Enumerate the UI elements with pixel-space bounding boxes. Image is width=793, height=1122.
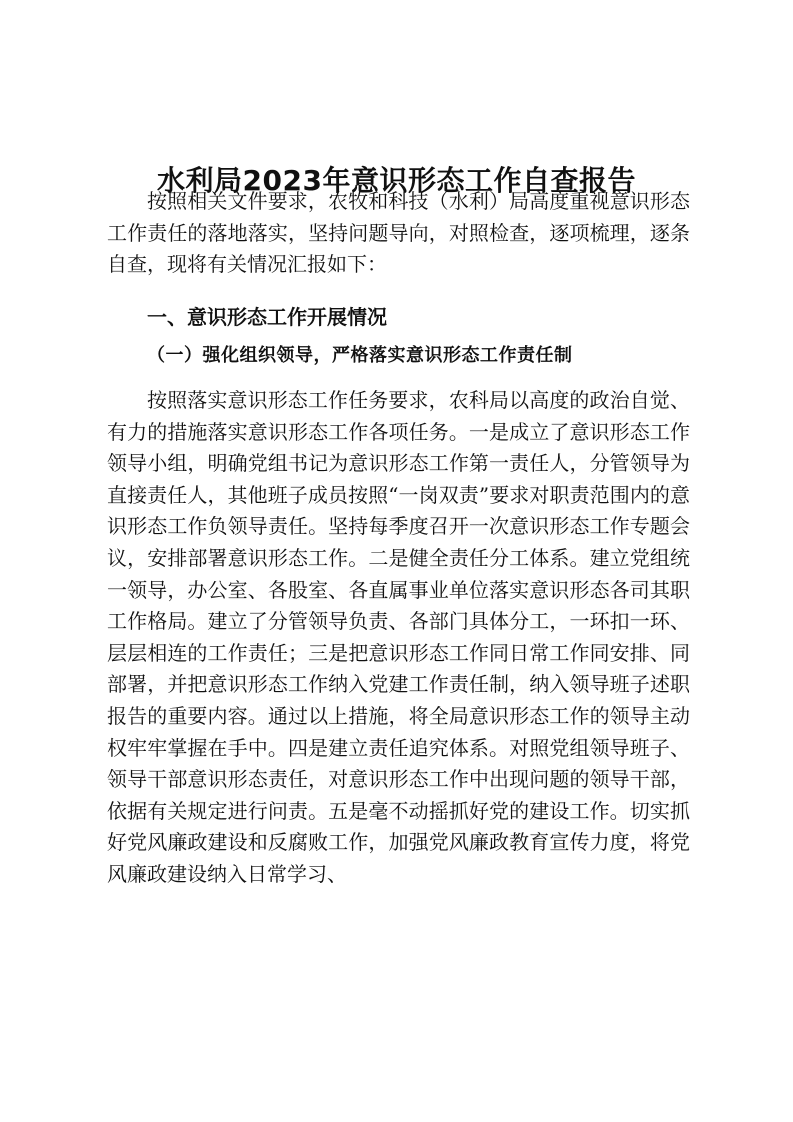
document-title: 水利局2023年意识形态工作自查报告 xyxy=(157,163,636,197)
subsection-heading: （一）强化组织领导，严格落实意识形态工作责任制 xyxy=(147,345,573,366)
section-heading: 一、意识形态工作开展情况 xyxy=(147,305,387,329)
intro-paragraph: 按照相关文件要求，农牧和科技（水利）局高度重视意识形态工作责任的落地落实，坚持问题导向，对照检查，逐项梳理，逐条自查，现将有关情况汇报如下： xyxy=(107,189,690,277)
body-paragraph: 按照落实意识形态工作任务要求，农科局以高度的政治自觉、有力的措施落实意识形态工作各项任务。一是成立了意识形态工作领导小组，明确党组书记为意识形态工作第一责任人，分管领导为直接责任人，其他班子成员按照“一岗双责”要求对职责范围内的意识形态工作负领导责任。坚持每季度召开一次意识形态工作专题会议，安排部署意识形态工作。二是健全责任分工体系。建立党组统一领导，办公室、各股室、各直属事业单位落实意识形态各司其职工作格局。建立了分管领导负责、各部门具体分工，一环扣一环、层层相连的工作责任；三是把意识形态工作同日常工作同安排、同部署，并把意识形态工作纳入党建工作责任制，纳入领导班子述职报告的重要内容。通过以上措施，将全局意识形态工作的领导主动权牢牢掌握在手中。四是建立责任追究体系。对照党组领导班子、领导干部意识形态责任，对意识形态工作中出现问题的领导干部，依据有关规定进行问责。五是毫不动摇抓好党的建设工作。切实抓好党风廉政建设和反腐败工作，加强党风廉政教育宣传力度，将党风廉政建设纳入日常学习、 xyxy=(107,388,690,886)
